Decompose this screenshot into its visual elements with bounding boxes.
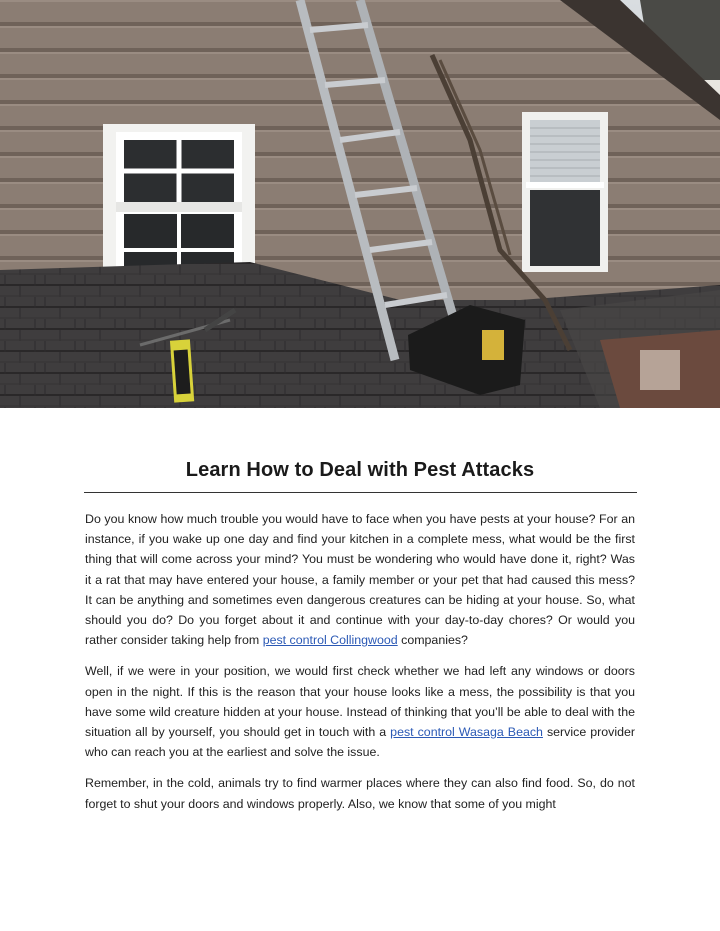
- paragraph-1-text-after: companies?: [397, 633, 468, 648]
- article-body: [85, 509, 635, 825]
- window-right: [522, 112, 608, 272]
- hero-image: [0, 0, 720, 408]
- paragraph-3: Remember, in the cold, animals try to find warmer places where they can also find food. So, do not forget to shut your doors and windows properly. Also, we know that some of you might: [85, 776, 635, 811]
- title-divider: [84, 492, 637, 493]
- paragraph-2: [85, 661, 635, 762]
- pest-control-wasaga-beach-link[interactable]: pest control Wasaga Beach: [390, 725, 543, 740]
- paragraph-1: [85, 509, 635, 650]
- page-title: Learn How to Deal with Pest Attacks: [185, 459, 535, 481]
- paragraph-2-text-after: service provider who can reach you at the earliest and solve the issue.: [85, 725, 635, 760]
- paragraph-2-text-before: Well, if we were in your position, we would first check whether we had left any windows or doors open in the night. If this is the reason that your house looks like a mess, the possibility is that you have some wild creature hidden at your house. Instead of thinking that you’ll be able to deal with the situation all by yourself, you should get in touch with a: [85, 664, 635, 740]
- roof-ladder-photo: [0, 0, 720, 408]
- paragraph-1-text-before: Do you know how much trouble you would have to face when you have pests at your house? For an instance, if you wake up one day and find your kitchen in a complete mess, what would be the first thing that will come across your mind? You must be wondering who would have done it, right? Was it a rat that may have entered your house, a family member or your pet that had caused this mess? It can be anything and sometimes even dangerous creatures can be hiding at your house. So, what should you do? Do you forget about it and continue with your day-to-day chores? Or would you rather consider taking help from: [85, 512, 635, 648]
- pest-control-collingwood-link[interactable]: pest control Collingwood: [262, 633, 398, 648]
